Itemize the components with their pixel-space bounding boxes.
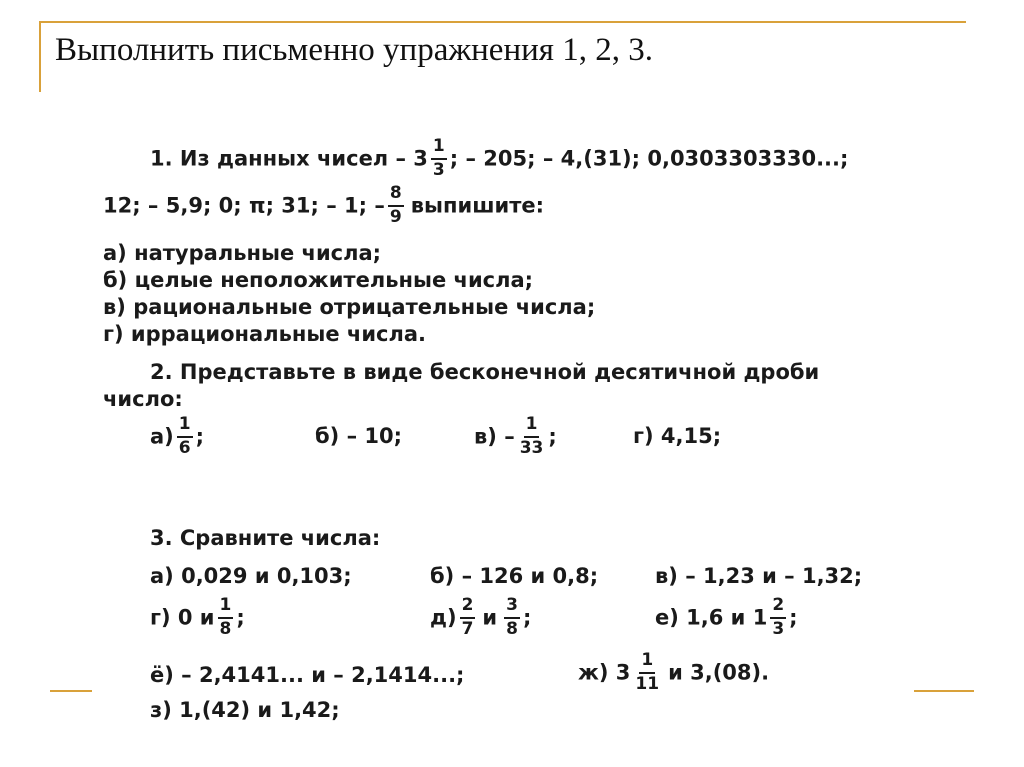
ex2-line-2: число: xyxy=(103,387,183,411)
ex1-fraction-2 xyxy=(388,185,404,227)
bottom-left-accent-line xyxy=(50,690,92,692)
ex1-line-1 xyxy=(150,138,848,180)
ex3-g-tail: ; xyxy=(236,605,245,630)
ex3-e-fraction xyxy=(770,597,786,639)
top-accent-line xyxy=(39,21,966,23)
ex3-e-label: е) 1,6 и 1 xyxy=(655,605,768,630)
ex2-v-tail: ; xyxy=(548,424,557,449)
ex3-g-fraction xyxy=(218,597,234,639)
fraction-denominator: 9 xyxy=(389,206,402,227)
slide-title: Выполнить письменно упражнения 1, 2, 3. xyxy=(55,32,653,68)
ex3-zh-tail: и 3,(08). xyxy=(668,660,770,685)
fraction-numerator: 1 xyxy=(177,416,193,438)
fraction-numerator: 3 xyxy=(504,597,520,619)
ex3-d-fraction-2 xyxy=(504,597,520,639)
fraction-denominator: 6 xyxy=(178,437,191,458)
fraction-numerator: 1 xyxy=(639,652,655,674)
ex2-item-v xyxy=(474,416,557,458)
fraction-numerator: 2 xyxy=(770,597,786,619)
ex1-line2-pre: 12; – 5,9; 0; π; 31; – 1; – xyxy=(103,193,385,218)
ex3-item-zh xyxy=(578,652,769,694)
bottom-right-accent-line xyxy=(914,690,974,692)
ex2-a-label: а) xyxy=(150,424,174,449)
ex1-line1-post: ; – 205; – 4,(31); 0,0303303330...; xyxy=(449,146,849,171)
ex3-g-label: г) 0 и xyxy=(150,605,215,630)
ex2-v-fraction xyxy=(518,416,546,458)
fraction-denominator: 8 xyxy=(219,618,232,639)
ex3-d-label: д) xyxy=(430,605,457,630)
ex3-item-d xyxy=(430,597,531,639)
ex3-d-tail: ; xyxy=(522,605,532,630)
ex3-item-yo: ё) – 2,4141... и – 2,1414...; xyxy=(150,663,465,687)
ex3-item-v: в) – 1,23 и – 1,32; xyxy=(655,564,863,588)
ex3-item-g xyxy=(150,597,245,639)
ex2-item-g: г) 4,15; xyxy=(633,424,722,448)
ex1-line1-pre: 1. Из данных чисел – 3 xyxy=(150,146,428,171)
ex2-item-a xyxy=(150,416,204,458)
fraction-numerator: 2 xyxy=(460,597,476,619)
ex3-heading: 3. Сравните числа: xyxy=(150,526,381,550)
ex3-item-b: б) – 126 и 0,8; xyxy=(430,564,599,588)
ex1-item-b: б) целые неположительные числа; xyxy=(103,268,534,292)
ex3-e-tail: ; xyxy=(789,605,798,630)
fraction-denominator: 3 xyxy=(772,618,785,639)
fraction-denominator: 33 xyxy=(519,437,544,458)
ex1-item-a: а) натуральные числа; xyxy=(103,241,382,265)
fraction-denominator: 11 xyxy=(635,673,660,694)
ex1-fraction-1 xyxy=(431,138,447,180)
ex3-zh-fraction xyxy=(633,652,661,694)
ex1-line2-post: выпишите: xyxy=(410,193,545,218)
ex3-zh-label: ж) 3 xyxy=(578,660,631,685)
ex2-a-fraction xyxy=(177,416,193,458)
ex2-item-b: б) – 10; xyxy=(315,424,403,448)
ex2-line-1: 2. Представьте в виде бесконечной десятичной дроби xyxy=(150,360,820,384)
ex3-d-and: и xyxy=(482,605,498,630)
ex1-line-2 xyxy=(103,185,544,227)
left-accent-line xyxy=(39,21,41,92)
ex1-item-g: г) иррациональные числа. xyxy=(103,322,427,346)
fraction-numerator: 1 xyxy=(218,597,234,619)
ex3-d-fraction-1 xyxy=(460,597,476,639)
fraction-denominator: 3 xyxy=(432,159,445,180)
fraction-denominator: 7 xyxy=(461,618,474,639)
ex1-item-v: в) рациональные отрицательные числа; xyxy=(103,295,596,319)
fraction-numerator: 1 xyxy=(431,138,447,160)
fraction-numerator: 8 xyxy=(388,185,404,207)
ex3-item-a: а) 0,029 и 0,103; xyxy=(150,564,352,588)
fraction-denominator: 8 xyxy=(506,618,518,639)
ex3-item-e xyxy=(655,597,798,639)
fraction-numerator: 1 xyxy=(524,416,540,438)
ex3-item-z: з) 1,(42) и 1,42; xyxy=(150,698,340,722)
ex2-v-label: в) – xyxy=(474,424,515,449)
ex2-a-tail: ; xyxy=(195,424,205,449)
